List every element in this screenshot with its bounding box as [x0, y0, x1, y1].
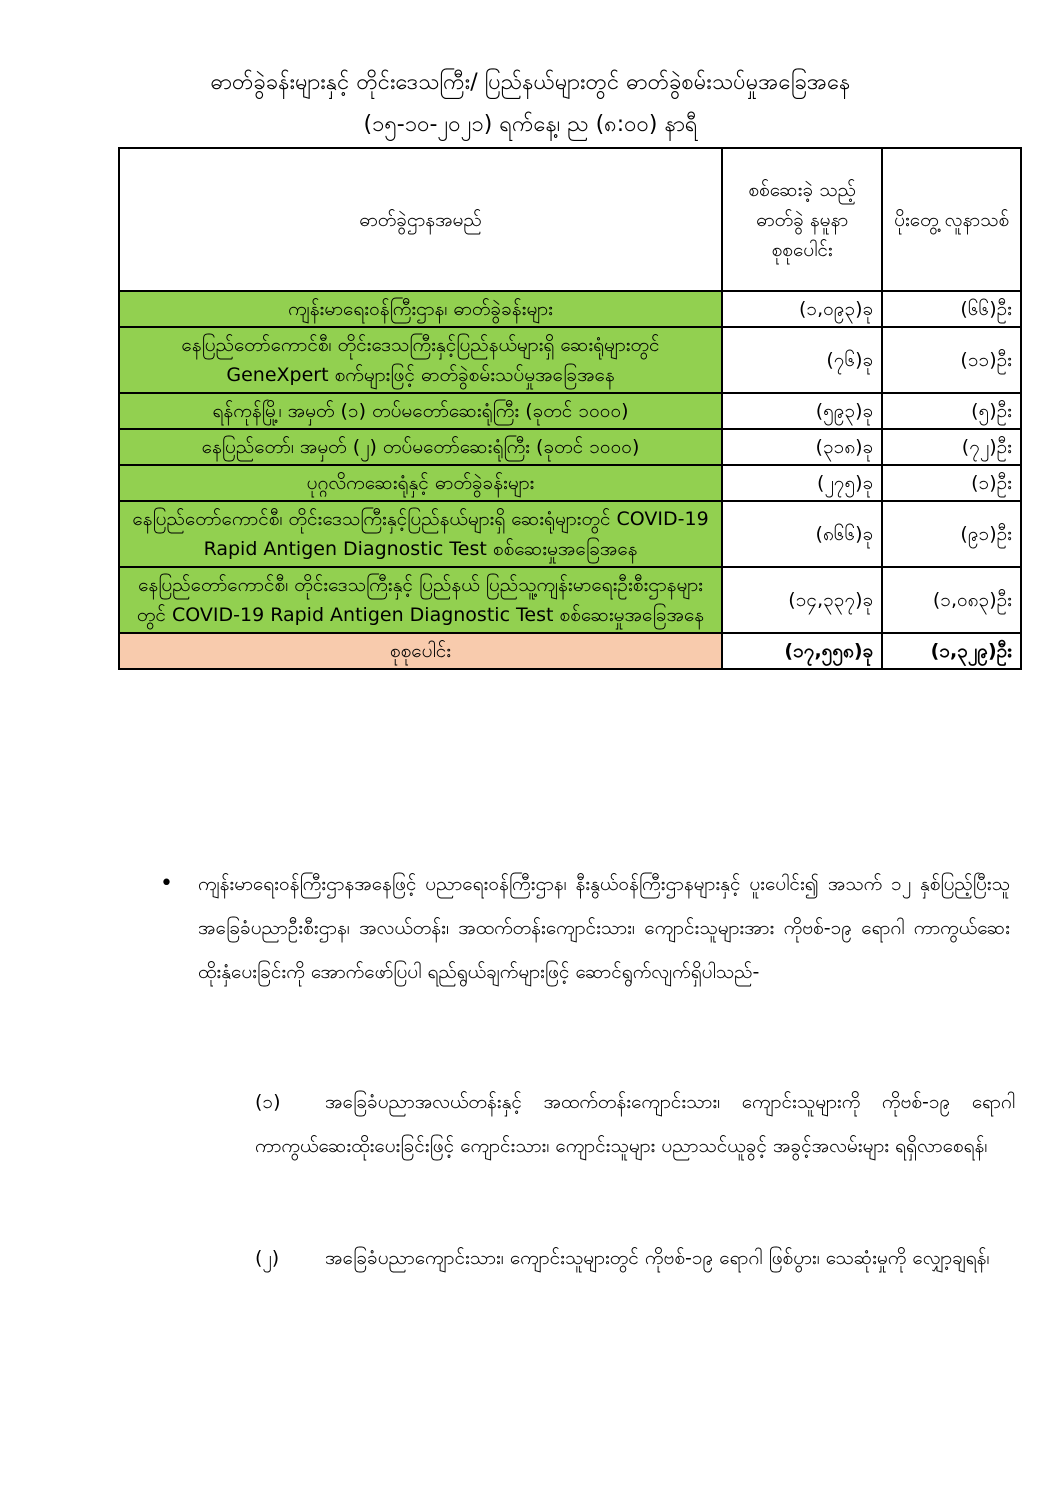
row-tested: (၁၄,၃၃၇)ခု — [722, 567, 882, 633]
list-item-text: အခြေခံပညာကျောင်းသား၊ ကျောင်းသူများတွင် ကိုဗစ်-၁၉ ရောဂါ ဖြစ်ပွား၊ သေဆုံးမှုကို လျှော့ချရန်၊ — [325, 1247, 990, 1269]
row-tested: (၈၆၆)ခု — [722, 501, 882, 567]
row-facility-name: နေပြည်တော်၊ အမှတ် (၂) တပ်မတော်ဆေးရုံကြီး (ခုတင် ၁၀၀၀) — [119, 429, 722, 465]
row-facility-name: နေပြည်တော်ကောင်စီ၊ တိုင်းဒေသကြီးနှင့် ပြည်နယ် ပြည်သူ့ကျန်းမာရေးဦးစီးဌာနများတွင် COVID-19 Rapid Antigen Diagnostic Test စစ်ဆေးမှုအခြေအနေ — [119, 567, 722, 633]
table-row — [119, 465, 1021, 501]
table-row — [119, 567, 1021, 633]
row-positive: (၇၂)ဦး — [882, 429, 1021, 465]
row-tested: (၁,၀၉၃)ခု — [722, 291, 882, 327]
row-positive: (၁,၀၈၃)ဦး — [882, 567, 1021, 633]
row-tested: (၂၇၅)ခု — [722, 465, 882, 501]
row-facility-name: နေပြည်တော်ကောင်စီ၊ တိုင်းဒေသကြီးနှင့်ပြည်နယ်များရှိ ဆေးရုံများတွင် COVID-19 Rapid Antigen Diagnostic Test စစ်ဆေးမှုအခြေအနေ — [119, 501, 722, 567]
row-tested: (၇၆)ခု — [722, 327, 882, 393]
table-row — [119, 393, 1021, 429]
total-tested: (၁၇,၅၅၈)ခု — [722, 633, 882, 669]
row-facility-name: ရန်ကုန်မြို့၊ အမှတ် (၁) တပ်မတော်ဆေးရုံကြီး (ခုတင် ၁၀၀၀) — [119, 393, 722, 429]
table-row — [119, 291, 1021, 327]
table-total-row — [119, 633, 1021, 669]
total-positive: (၁,၃၂၉)ဦး — [882, 633, 1021, 669]
row-positive: (၁၁)ဦး — [882, 327, 1021, 393]
row-facility-name: ပုဂ္ဂလိကဆေးရုံနှင့် ဓာတ်ခွဲခန်းများ — [119, 465, 722, 501]
row-tested: (၃၁၈)ခု — [722, 429, 882, 465]
list-item — [255, 1080, 1015, 1168]
header-positive: ပိုးတွေ့ လူနာသစ် — [882, 148, 1021, 291]
list-item-number: (၂) — [255, 1247, 280, 1269]
report-date: (၁၅-၁၀-၂၀၂၁) ရက်နေ့၊ ည (၈:၀၀) နာရီ — [363, 112, 698, 137]
bullet-icon: • — [160, 871, 173, 896]
header-facility: ဓာတ်ခွဲဌာနအမည် — [119, 148, 722, 291]
row-positive: (၉၁)ဦး — [882, 501, 1021, 567]
total-label: စုစုပေါင်း — [119, 633, 722, 669]
report-title: ဓာတ်ခွဲခန်းများနှင့် တိုင်းဒေသကြီး/ ပြည်နယ်များတွင် ဓာတ်ခွဲစမ်းသပ်မှုအခြေအနေ — [210, 70, 851, 95]
lab-testing-table — [118, 147, 1022, 670]
row-facility-name: ကျန်းမာရေးဝန်ကြီးဌာန၊ ဓာတ်ခွဲခန်းများ — [119, 291, 722, 327]
bullet-text: ကျန်းမာရေးဝန်ကြီးဌာနအနေဖြင့် ပညာရေးဝန်ကြီးဌာန၊ နီးနွယ်ဝန်ကြီးဌာနများနှင့် ပူးပေါင်း၍ အသက် ၁၂ နှစ်ပြည့်ပြီးသူ အခြေခံပညာဦးစီးဌာန၊ အလယ်တန်း၊ အထက်တန်းကျောင်းသား၊ ကျောင်းသူများအား ကိုဗစ်-၁၉ ရောဂါ ကာကွယ်ဆေး ထိုးနှံပေးခြင်းကို အောက်ဖော်ပြပါ ရည်ရွယ်ချက်များဖြင့် ဆောင်ရွက်လျက်ရှိပါသည်- — [198, 873, 1010, 983]
bullet-paragraph — [160, 862, 1010, 994]
row-positive: (၁)ဦး — [882, 465, 1021, 501]
row-tested: (၅၉၃)ခု — [722, 393, 882, 429]
table-row — [119, 501, 1021, 567]
row-facility-name: နေပြည်တော်ကောင်စီ၊ တိုင်းဒေသကြီးနှင့်ပြည်နယ်များရှိ ဆေးရုံများတွင် GeneXpert စက်များဖြင့် ဓာတ်ခွဲစမ်းသပ်မှုအခြေအနေ — [119, 327, 722, 393]
table-row — [119, 429, 1021, 465]
table-row — [119, 327, 1021, 393]
header-tested: စစ်ဆေးခဲ့ သည့် ဓာတ်ခွဲ နမူနာ စုစုပေါင်း — [722, 148, 882, 291]
list-item — [255, 1236, 1015, 1280]
list-item-text: အခြေခံပညာအလယ်တန်းနှင့် အထက်တန်းကျောင်းသား၊ ကျောင်းသူများကို ကိုဗစ်-၁၉ ရောဂါ ကာကွယ်ဆေးထိုးပေးခြင်းဖြင့် ကျောင်းသား၊ ကျောင်းသူများ ပညာသင်ယူခွင့် အခွင့်အလမ်းများ ရရှိလာစေရန်၊ — [255, 1091, 1015, 1157]
row-positive: (၆၆)ဦး — [882, 291, 1021, 327]
row-positive: (၅)ဦး — [882, 393, 1021, 429]
table-header-row — [119, 148, 1021, 291]
list-item-number: (၁) — [255, 1091, 281, 1113]
